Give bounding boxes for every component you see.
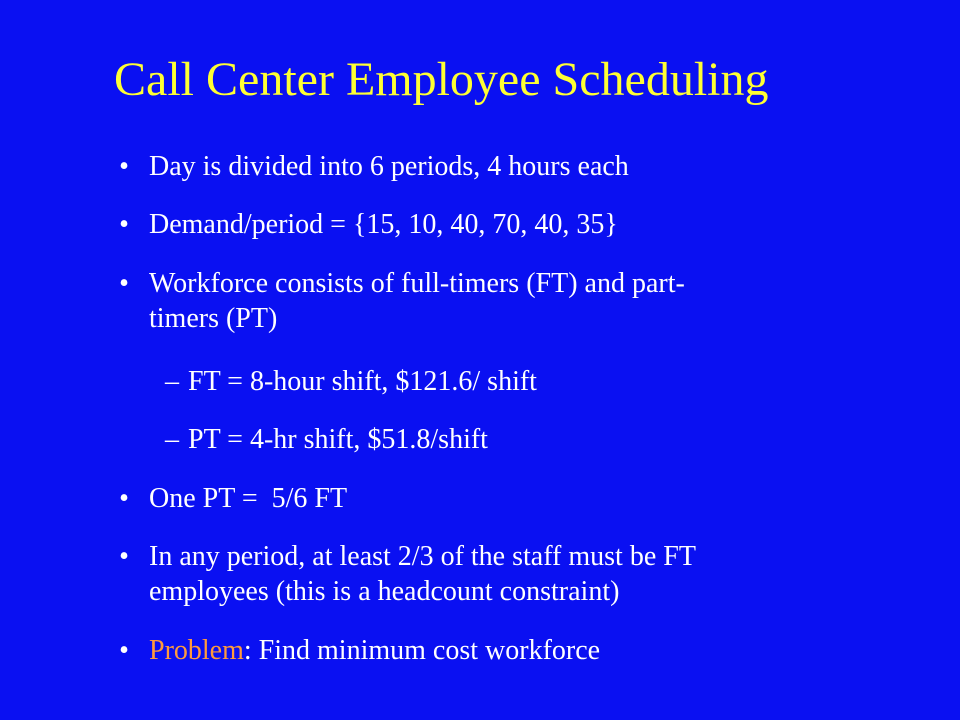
problem-text: : Find minimum cost workforce: [243, 635, 601, 666]
bullet-item-demand: [119, 207, 618, 242]
bullet-icon: •: [119, 268, 129, 299]
bullet-icon: •: [119, 541, 129, 572]
bullet-text-line-1: Workforce consists of full-timers (FT) and part-: [149, 268, 685, 299]
sub-item-ft-shift: [165, 364, 537, 399]
bullet-text: Demand/period = {15, 10, 40, 70, 40, 35}: [149, 209, 618, 240]
bullet-text-line-1: In any period, at least 2/3 of the staff must be FT: [149, 541, 696, 572]
bullet-icon: •: [119, 209, 129, 240]
bullet-item-pt-ratio: [119, 481, 348, 516]
bullet-item-problem: [119, 633, 601, 668]
dash-icon: –: [165, 366, 179, 397]
bullet-icon: •: [119, 635, 129, 666]
sub-item-text: PT = 4-hr shift, $51.8/shift: [188, 424, 488, 455]
dash-icon: –: [165, 424, 179, 455]
slide-title: Call Center Employee Scheduling: [114, 53, 769, 106]
bullet-icon: •: [119, 483, 129, 514]
bullet-text-line-2: employees (this is a headcount constraint): [149, 576, 620, 607]
bullet-item-headcount: [119, 539, 696, 609]
bullet-text: Day is divided into 6 periods, 4 hours each: [149, 151, 629, 182]
sub-item-pt-shift: [165, 422, 488, 457]
bullet-text-line-2: timers (PT): [149, 303, 278, 334]
sub-item-text: FT = 8-hour shift, $121.6/ shift: [188, 366, 537, 397]
problem-label: Problem: [149, 635, 244, 666]
bullet-item-workforce: [119, 266, 685, 336]
bullet-item-periods: [119, 149, 629, 184]
bullet-icon: •: [119, 151, 129, 182]
bullet-text: One PT = 5/6 FT: [149, 483, 348, 514]
